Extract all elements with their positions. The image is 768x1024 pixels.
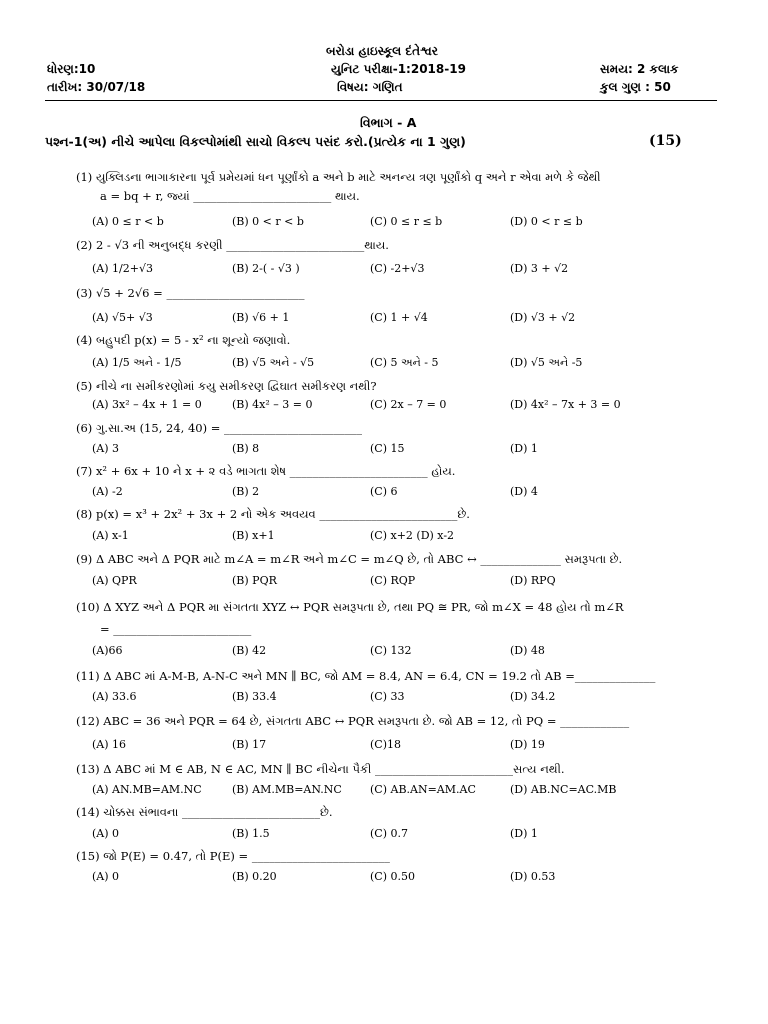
option-a: (A) 0 <box>92 827 120 840</box>
option-b: (B) 2 <box>232 485 260 498</box>
option-b: (B) AM.MB=AN.NC <box>232 783 342 796</box>
option-c: (C) 6 <box>370 485 398 498</box>
option-c: (C) RQP <box>370 574 416 587</box>
option-a: (A) -2 <box>92 485 123 498</box>
option-a: (A) 0 ≤ r < b <box>92 215 164 228</box>
option-d: (D) 4x² – 7x + 3 = 0 <box>510 398 621 411</box>
option-a: (A) 1/5 અને - 1/5 <box>92 356 182 369</box>
section-marks: (15) <box>649 133 682 149</box>
option-a: (A) 3x² – 4x + 1 = 0 <box>92 398 202 411</box>
option-d: (D) 19 <box>510 738 545 751</box>
option-b: (B) 1.5 <box>232 827 270 840</box>
option-b: (B) 2-( - √3 ) <box>232 262 300 275</box>
subject-label: વિષય: ગણિત <box>337 80 403 94</box>
option-b: (B) √6 + 1 <box>232 311 290 324</box>
option-c: (C) 15 <box>370 442 405 455</box>
question-text: (2) 2 - √3 ની અનુબદ્ધ કરણી ________________________થાય. <box>76 238 389 252</box>
option-c: (C)18 <box>370 738 401 751</box>
option-a: (A) √5+ √3 <box>92 311 153 324</box>
option-a: (A) x-1 <box>92 529 129 542</box>
exam-title: યુનિટ પરીક્ષા-1:2018-19 <box>331 62 466 76</box>
option-b: (B) 8 <box>232 442 260 455</box>
option-d: (D) 1 <box>510 442 538 455</box>
question-text-continued: a = bq + r, જ્યાં ________________________ થાય. <box>100 189 360 203</box>
option-a: (A) 0 <box>92 870 120 883</box>
option-b: (B) √5 અને - √5 <box>232 356 315 369</box>
question-text: (5) નીચે ના સમીકરણોમાં કયુ સમીકરણ દ્વિઘાત સમીકરણ નથી? <box>76 379 377 393</box>
option-b: (B) 4x² – 3 = 0 <box>232 398 313 411</box>
option-c: (C) 0.50 <box>370 870 415 883</box>
standard-label: ધોરણ:10 <box>47 62 96 76</box>
question-text: (3) √5 + 2√6 = ________________________ <box>76 286 305 300</box>
option-b: (B) 33.4 <box>232 690 277 703</box>
question-text: (14) ચોક્કસ સંભાવના ________________________છે. <box>76 805 333 819</box>
question-text: (11) Δ ABC માં A-M-B, A-N-C અને MN ∥ BC, જો AM = 8.4, AN = 6.4, CN = 19.2 તો AB =______________ <box>76 669 656 683</box>
question-text: (6) ગુ.સા.અ (15, 24, 40) = ________________________ <box>76 421 363 435</box>
option-c: (C) 33 <box>370 690 405 703</box>
header-divider <box>45 100 717 101</box>
option-c: (C) 5 અને - 5 <box>370 356 439 369</box>
option-c: (C) 0.7 <box>370 827 408 840</box>
option-a: (A) QPR <box>92 574 137 587</box>
question-text: (12) ABC = 36 અને PQR = 64 છે, સંગતતા ABC ↔ PQR સમરૂપતા છે. જો AB = 12, તો PQ = ____________ <box>76 714 630 728</box>
question-text: (10) Δ XYZ અને Δ PQR મા સંગતતા XYZ ↔ PQR સમરૂપતા છે, તથા PQ ≅ PR, જો m∠X = 48 હોય તો m∠R <box>76 600 624 614</box>
option-c: (C) 0 ≤ r ≤ b <box>370 215 443 228</box>
option-c: (C) -2+√3 <box>370 262 425 275</box>
question-text-continued: = ________________________ <box>100 622 252 636</box>
option-c: (C) AB.AN=AM.AC <box>370 783 476 796</box>
section-title: વિભાગ - A <box>360 115 417 130</box>
option-a: (A) 1/2+√3 <box>92 262 153 275</box>
date-label: તારીખ: 30/07/18 <box>47 80 146 94</box>
question-text: (9) Δ ABC અને Δ PQR માટે m∠A = m∠R અને m∠C = m∠Q છે, તો ABC ↔ ______________ સમરૂપતા છે. <box>76 552 623 566</box>
option-c: (C) 132 <box>370 644 412 657</box>
option-d: (D) 34.2 <box>510 690 556 703</box>
option-a: (A) 33.6 <box>92 690 137 703</box>
option-b: (B) 42 <box>232 644 267 657</box>
option-a: (A)66 <box>92 644 123 657</box>
option-d: (D) 0.53 <box>510 870 556 883</box>
total-marks-label: કુલ ગુણ : 50 <box>600 80 671 94</box>
question-text: (4) બહુપદી p(x) = 5 - x² ના શૂન્યો જણાવો. <box>76 333 291 347</box>
section-instruction: પશ્ન-1(અ) નીચે આપેલા વિકલ્પોમાંથી સાચો વિકલ્પ પસંદ કરો.(પ્રત્યેક ના 1 ગુણ) <box>45 134 466 149</box>
option-b: (B) PQR <box>232 574 277 587</box>
option-d: (D) 0 < r ≤ b <box>510 215 583 228</box>
question-text: (7) x² + 6x + 10 ને x + ૨ વડે ભાગતા શેષ ________________________ હોય. <box>76 464 456 478</box>
option-d: (D) √5 અને -5 <box>510 356 583 369</box>
option-d: (D) AB.NC=AC.MB <box>510 783 617 796</box>
option-c: (C) x+2 (D) x-2 <box>370 529 455 542</box>
option-c: (C) 1 + √4 <box>370 311 428 324</box>
time-label: સમય: 2 કલાક <box>600 62 679 76</box>
option-d: (D) 1 <box>510 827 538 840</box>
option-d: (D) 3 + √2 <box>510 262 569 275</box>
option-b: (B) 0.20 <box>232 870 277 883</box>
option-a: (A) 3 <box>92 442 120 455</box>
option-d: (D) 48 <box>510 644 545 657</box>
school-name: બરોડા હાઇસ્કૂલ દંતેશ્વર <box>326 44 438 58</box>
option-b: (B) 17 <box>232 738 267 751</box>
option-c: (C) 2x – 7 = 0 <box>370 398 447 411</box>
option-d: (D) 4 <box>510 485 538 498</box>
question-text: (15) જો P(E) = 0.47, તો P(E) = ________________________ <box>76 849 390 863</box>
question-text: (1) યુક્લિડના ભાગાકારના પૂર્વ પ્રમેયમાં ધન પૂર્ણાંકો a અને b માટે અનન્ય ત્રણ પૂર્ણાંકો q અને r એવા મળે કે જેથી <box>76 170 601 184</box>
option-a: (A) 16 <box>92 738 127 751</box>
option-b: (B) 0 < r < b <box>232 215 304 228</box>
option-b: (B) x+1 <box>232 529 275 542</box>
option-d: (D) √3 + √2 <box>510 311 576 324</box>
option-d: (D) RPQ <box>510 574 556 587</box>
question-text: (13) Δ ABC માં M ∈ AB, N ∈ AC, MN ∥ BC નીચેના પૈકી ________________________સત્ય નથી. <box>76 762 565 776</box>
question-text: (8) p(x) = x³ + 2x² + 3x + 2 નો એક અવયવ ________________________છે. <box>76 507 470 521</box>
option-a: (A) AN.MB=AM.NC <box>92 783 202 796</box>
